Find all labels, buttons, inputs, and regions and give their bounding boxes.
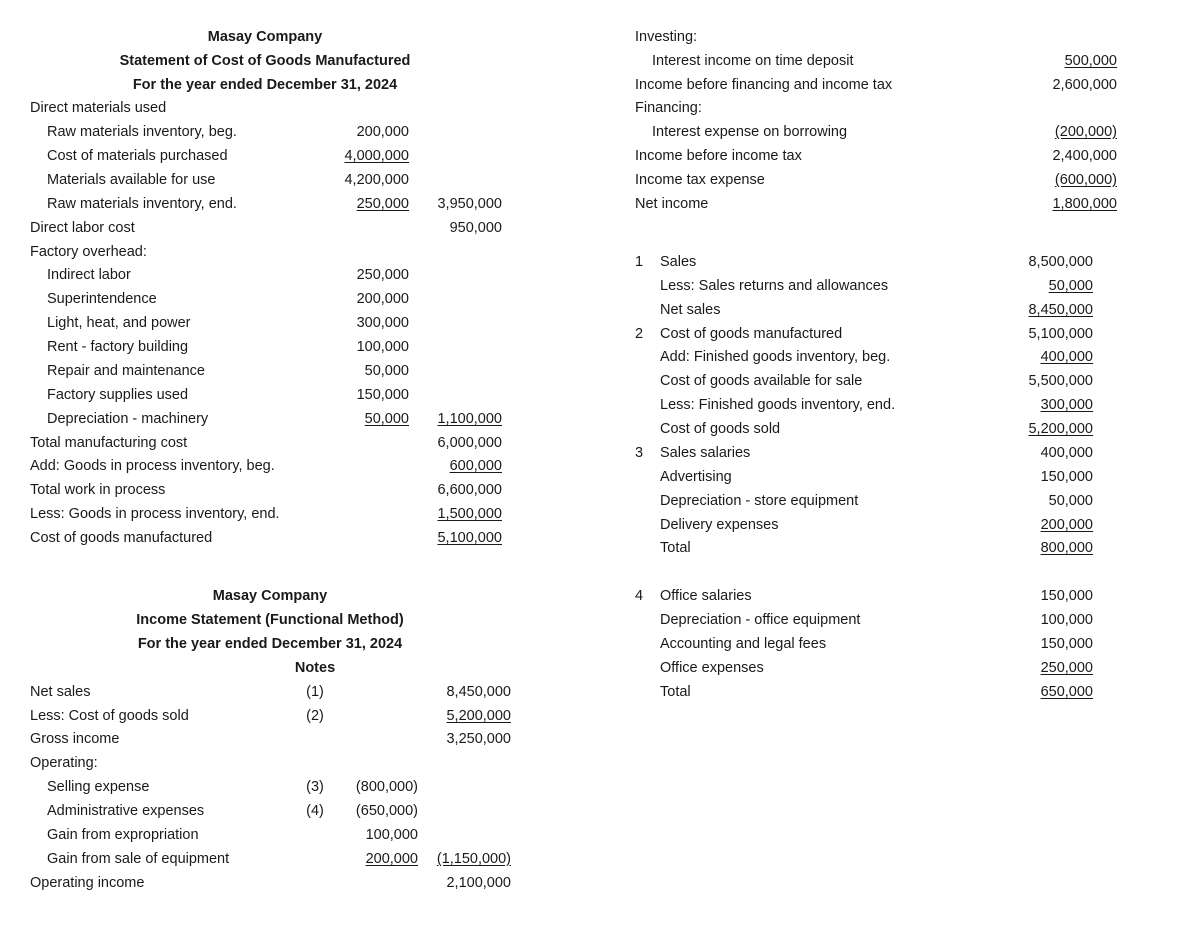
note-number: 2 (635, 326, 644, 342)
income-title: Income Statement (Functional Method) (136, 612, 404, 628)
note-number: 3 (635, 445, 644, 461)
note-number: 4 (635, 588, 644, 604)
income-notes-header: Notes (294, 660, 336, 676)
cogm-title: Statement of Cost of Goods Manufactured (119, 53, 411, 69)
cogm-period: For the year ended December 31, 2024 (132, 77, 398, 93)
cogm-company: Masay Company (207, 29, 323, 45)
note-number: 1 (635, 254, 644, 270)
income-company: Masay Company (212, 588, 328, 604)
income-period: For the year ended December 31, 2024 (137, 636, 403, 652)
